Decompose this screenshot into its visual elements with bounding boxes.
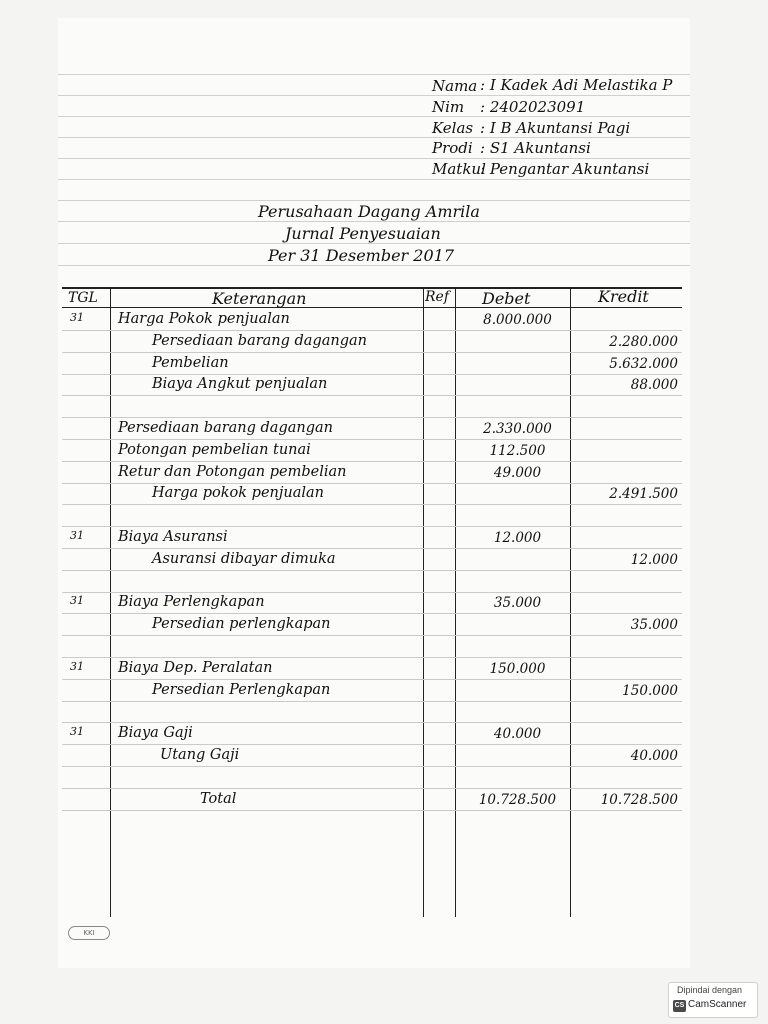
prodi-label: Prodi [432,139,473,157]
row-credit: 2.491.500 [609,486,678,502]
table-row [62,331,682,353]
row-description: Persediaan barang dagangan [118,420,333,436]
row-debit: 35.000 [493,595,542,611]
table-row [62,418,682,440]
col-header-kredit: Kredit [598,287,649,306]
ruled-line [58,158,690,159]
ruled-line [58,179,690,180]
table-row [62,374,682,396]
table-header-divider [62,307,682,308]
row-credit: 35.000 [630,617,678,633]
table-row [62,701,682,723]
row-description: Retur dan Potongan pembelian [118,464,347,480]
prodi-value: : S1 Akuntansi [480,139,591,157]
table-row [62,549,682,571]
table-row [62,636,682,658]
ruled-line [58,221,690,222]
ruled-line [58,95,690,96]
company-title: Perusahaan Dagang Amrila [258,202,480,221]
period-title: Per 31 Desember 2017 [268,246,455,265]
nama-value: : I Kadek Adi Melastika P [480,76,673,94]
table-row [62,483,682,505]
row-credit: 2.280.000 [609,334,678,350]
col-header-keterangan: Keterangan [212,289,307,308]
row-debit: 10.728.500 [478,792,557,808]
table-row [62,396,682,418]
row-description: Asuransi dibayar dimuka [152,551,336,567]
table-row [62,658,682,680]
row-date: 31 [70,660,84,673]
row-date: 31 [70,311,84,324]
row-description: Utang Gaji [160,747,240,763]
journal-title: Jurnal Penyesuaian [285,224,441,243]
scanner-brand: CamScanner [688,999,747,1010]
row-description: Persediaan barang dagangan [152,333,367,349]
kelas-value: : I B Akuntansi Pagi [480,119,631,137]
col-header-tgl: TGL [68,290,98,306]
row-credit: 88.000 [630,377,678,393]
scanner-caption: Dipindai dengan [677,985,743,995]
ruled-line [58,116,690,117]
table-row [62,614,682,636]
ruled-line [58,265,690,266]
row-credit: 150.000 [622,683,678,699]
table-row [62,767,682,789]
table-row [62,571,682,593]
ruled-line [58,137,690,138]
camscanner-logo-icon: CS [673,1000,686,1012]
ruled-line [58,243,690,244]
row-date: 31 [70,529,84,542]
col-header-debet: Debet [482,289,531,308]
row-description: Biaya Dep. Peralatan [118,660,273,676]
table-row [62,505,682,527]
table-row [62,680,682,702]
row-divider [62,810,682,811]
row-debit: 2.330.000 [483,421,552,437]
row-credit: 40.000 [630,748,678,764]
nama-label: Nama [432,77,478,95]
table-row [62,527,682,549]
ruled-line [58,74,690,75]
row-debit: 40.000 [493,726,542,742]
row-description: Persedian Perlengkapan [152,682,331,698]
nim-value: : 2402023091 [480,98,586,116]
row-description: Pembelian [152,355,229,371]
matkul-label: Matkul [432,160,486,178]
row-debit: 49.000 [493,465,542,481]
table-row [62,789,682,811]
row-description: Potongan pembelian tunai [118,442,311,458]
table-row [62,440,682,462]
row-credit: 12.000 [630,552,678,568]
row-description: Biaya Perlengkapan [118,594,265,610]
row-credit: 5.632.000 [609,356,678,372]
notebook-stamp: KKI [68,926,110,940]
row-credit: 10.728.500 [600,792,678,808]
row-description: Harga Pokok penjualan [118,311,290,327]
row-description: Biaya Asuransi [118,529,228,545]
row-description: Biaya Angkut penjualan [152,376,328,392]
ruled-line [58,200,690,201]
row-description: Total [200,791,237,807]
row-debit: 112.500 [489,443,546,459]
kelas-label: Kelas [432,119,474,137]
col-header-ref: Ref [425,289,450,305]
table-row [62,745,682,767]
nim-label: Nim [432,98,465,116]
row-debit: 8.000.000 [483,312,552,328]
table-top-border [62,287,682,289]
matkul-value: : Pengantar Akuntansi [480,160,650,178]
row-date: 31 [70,725,84,738]
row-description: Persedian perlengkapan [152,616,331,632]
row-date: 31 [70,594,84,607]
table-row [62,462,682,484]
table-row [62,592,682,614]
table-row [62,309,682,331]
row-description: Harga pokok penjualan [152,485,324,501]
row-debit: 150.000 [489,661,546,677]
table-row [62,723,682,745]
row-debit: 12.000 [493,530,542,546]
table-row [62,353,682,375]
row-description: Biaya Gaji [118,725,193,741]
camscanner-badge [668,982,758,1018]
